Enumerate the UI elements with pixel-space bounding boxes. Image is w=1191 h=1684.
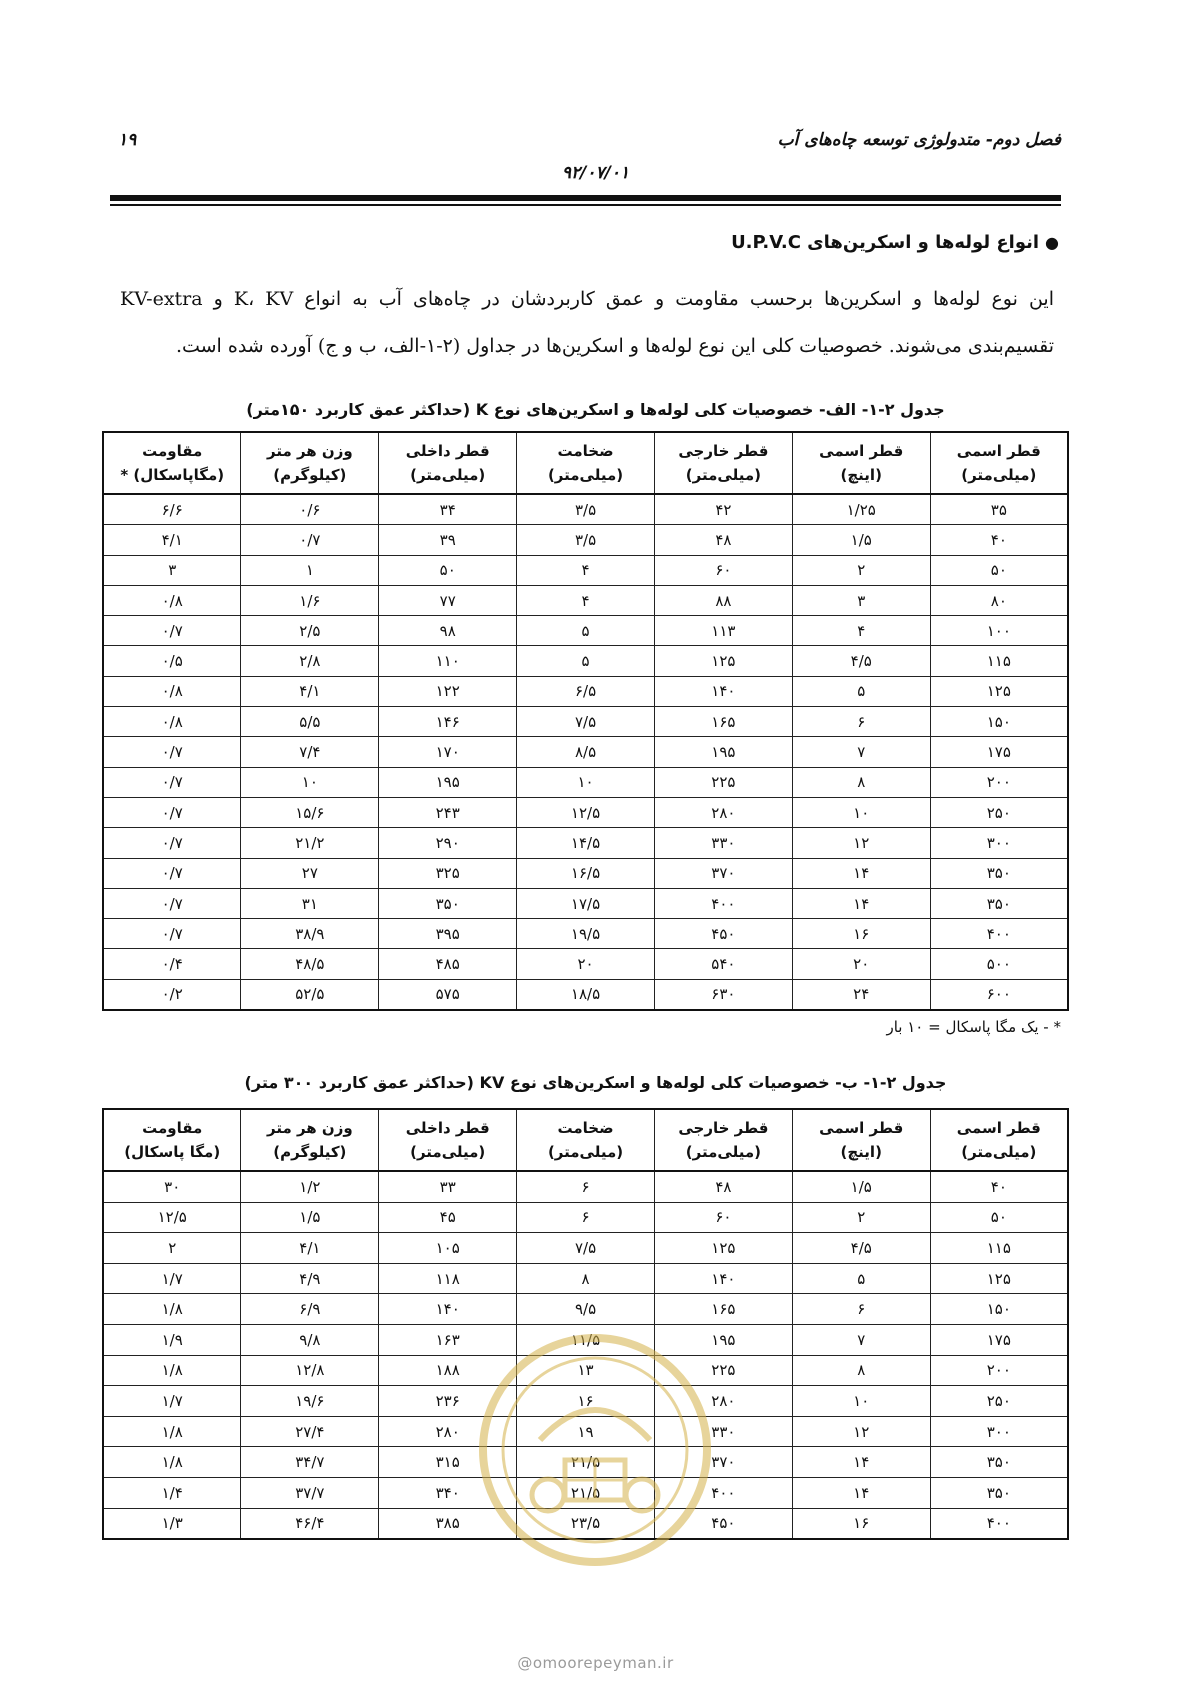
header-date: ۹۲/۰۷/۰۱ [561, 163, 630, 183]
table-cell: ۰/۷ [103, 828, 241, 858]
table-cell: ۱۲۵ [654, 646, 792, 676]
table-cell: ۱۶ [517, 1386, 655, 1417]
table-cell: ۱۵۰ [930, 707, 1068, 737]
table-cell: ۴/۹ [241, 1263, 379, 1294]
table-cell: ۰/۵ [103, 646, 241, 676]
table-cell: ۳۵ [930, 494, 1068, 525]
table2-header-line: قطر اسمی [956, 1119, 1041, 1137]
table-cell: ۱۶ [792, 1508, 930, 1539]
table-cell: ۱۴ [792, 1447, 930, 1478]
table-row [103, 949, 1068, 979]
table-cell: ۱۵۰ [930, 1294, 1068, 1325]
table-cell: ۴ [792, 616, 930, 646]
table-cell: ۲۱/۲ [241, 828, 379, 858]
table-cell: ۴۰۰ [654, 1477, 792, 1508]
table-row [103, 767, 1068, 797]
table-cell: ۵۰ [930, 1202, 1068, 1233]
table-cell: ۴۵۰ [654, 919, 792, 949]
table-cell: ۳۰۰ [930, 828, 1068, 858]
table-cell: ۱۱/۵ [517, 1324, 655, 1355]
table-cell: ۱۰۵ [379, 1233, 517, 1264]
page-number: ۱۹ [118, 130, 137, 150]
table-cell: ۲۳/۵ [517, 1508, 655, 1539]
table-cell: ۱۲/۸ [241, 1355, 379, 1386]
table-cell: ۷ [792, 1324, 930, 1355]
table-cell: ۱ [241, 555, 379, 585]
table-cell: ۴/۱ [241, 1233, 379, 1264]
table-cell: ۶ [792, 1294, 930, 1325]
table-row [103, 888, 1068, 918]
table-cell: ۹۸ [379, 616, 517, 646]
section-title [731, 232, 1059, 253]
table-cell: ۱۹/۶ [241, 1386, 379, 1417]
table-cell: ۱۶/۵ [517, 858, 655, 888]
table-cell: ۲۱/۵ [517, 1477, 655, 1508]
table1-header-line: مقاومت [142, 442, 203, 460]
table1-header-line: ضخامت [557, 442, 614, 460]
table2-header-line: قطر اسمی [819, 1119, 904, 1137]
table-cell: ۳۰۰ [930, 1416, 1068, 1447]
table-cell: ۶/۵ [517, 676, 655, 706]
table-cell: ۱/۷ [103, 1386, 241, 1417]
table-cell: ۵ [792, 1263, 930, 1294]
table-cell: ۷۷ [379, 585, 517, 615]
section-paragraph: این نوع لوله‌ها و اسکرین‌ها برحسب مقاومت و عمق کاربردشان در چاه‌های آب به انواع K، KV و KV-extra تقسیم‌بندی می‌شوند. خصوصیات کلی این نوع لوله‌ها و اسکرین‌ها در جداول (۲-۱-الف، ب و ج) آورده شده است. [120, 288, 1054, 357]
table1-header-cell [379, 432, 517, 494]
table-cell: ۴۸۵ [379, 949, 517, 979]
table-cell: ۰/۷ [103, 919, 241, 949]
table2-header-line: (میلی‌متر) [547, 1143, 624, 1161]
table-cell: ۳۰ [103, 1171, 241, 1202]
table-cell: ۳ [792, 585, 930, 615]
table1-header-row [103, 432, 1068, 494]
table-cell: ۰/۷ [241, 525, 379, 555]
table-cell: ۱/۵ [792, 1171, 930, 1202]
table2-caption: جدول ۲-۱- ب- خصوصیات کلی لوله‌ها و اسکرین‌های نوع KV (حداکثر عمق کاربرد ۳۰۰ متر) [244, 1073, 947, 1092]
table1-header-cell [930, 432, 1068, 494]
table-cell: ۳۷/۷ [241, 1477, 379, 1508]
chapter-title: فصل دوم- متدولوژی توسعه چاه‌های آب [777, 130, 1061, 150]
table-cell: ۹/۵ [517, 1294, 655, 1325]
table-row [103, 585, 1068, 615]
table-row [103, 737, 1068, 767]
table-cell: ۱/۸ [103, 1416, 241, 1447]
table2-header-line: (کیلوگرم) [273, 1143, 347, 1161]
table-cell: ۱۰ [792, 1386, 930, 1417]
seal-logo-icon [470, 1320, 720, 1580]
table-cell: ۱/۸ [103, 1447, 241, 1478]
table-cell: ۰/۷ [103, 797, 241, 827]
table2-header-cell [792, 1109, 930, 1171]
table-row [103, 919, 1068, 949]
table-cell: ۳۳۰ [654, 1416, 792, 1447]
table-cell: ۲۷ [241, 858, 379, 888]
table-cell: ۴/۱ [103, 525, 241, 555]
table-cell: ۴۰۰ [930, 1508, 1068, 1539]
table-cell: ۸ [792, 767, 930, 797]
table-cell: ۴۸ [654, 525, 792, 555]
table-row [103, 676, 1068, 706]
table-cell: ۷/۴ [241, 737, 379, 767]
table-cell: ۲۸۰ [654, 1386, 792, 1417]
table-cell: ۱۴۰ [379, 1294, 517, 1325]
table-cell: ۴۸/۵ [241, 949, 379, 979]
table1-header-line: (میلی‌متر) [961, 466, 1037, 484]
table-cell: ۱۶۳ [379, 1324, 517, 1355]
table-cell: ۱/۵ [792, 525, 930, 555]
table-cell: ۱۱۸ [379, 1263, 517, 1294]
table-cell: ۱/۲۵ [792, 494, 930, 525]
table-cell: ۰/۸ [103, 585, 241, 615]
table-cell: ۷ [792, 737, 930, 767]
table-cell: ۱۷۵ [930, 737, 1068, 767]
table1 [102, 431, 1069, 1011]
table-cell: ۲۲۵ [654, 767, 792, 797]
table-cell: ۰/۸ [103, 707, 241, 737]
table1-header-line: (میلی‌متر) [547, 466, 624, 484]
table-cell: ۳۸/۹ [241, 919, 379, 949]
table-cell: ۱۳ [517, 1355, 655, 1386]
table-cell: ۱۶۵ [654, 1294, 792, 1325]
table-cell: ۶۰ [654, 555, 792, 585]
table2-header-line: (میلی‌متر) [685, 1143, 761, 1161]
table-row [103, 525, 1068, 555]
table-cell: ۱/۸ [103, 1294, 241, 1325]
table-cell: ۳۹ [379, 525, 517, 555]
table1-header-line: (اینچ) [840, 466, 882, 484]
table-cell: ۲۰۰ [930, 1355, 1068, 1386]
table-cell: ۲۹۰ [379, 828, 517, 858]
table-cell: ۰/۷ [103, 737, 241, 767]
table-cell: ۵ [517, 646, 655, 676]
table-cell: ۱۵/۶ [241, 797, 379, 827]
table-cell: ۲ [103, 1233, 241, 1264]
table2-header-line: (میلی‌متر) [961, 1143, 1037, 1161]
table-cell: ۳/۵ [517, 494, 655, 525]
table-cell: ۱/۷ [103, 1263, 241, 1294]
table2-header-line: قطر داخلی [405, 1119, 490, 1137]
table-cell: ۱۹۵ [654, 1324, 792, 1355]
table-cell: ۱۹/۵ [517, 919, 655, 949]
table-cell: ۳۷۰ [654, 1447, 792, 1478]
table-cell: ۴۰۰ [654, 888, 792, 918]
table-row [103, 1233, 1068, 1264]
table-cell: ۲ [792, 555, 930, 585]
table-cell: ۳۴ [379, 494, 517, 525]
table-cell: ۸ [517, 1263, 655, 1294]
table-cell: ۱۹۵ [654, 737, 792, 767]
table2-header-cell [379, 1109, 517, 1171]
table2-header-line: (مگا پاسکال) [124, 1143, 221, 1161]
table-cell: ۳۴/۷ [241, 1447, 379, 1478]
table-row [103, 555, 1068, 585]
table-cell: ۶ [792, 707, 930, 737]
table-row [103, 1202, 1068, 1233]
table-cell: ۲۵۰ [930, 1386, 1068, 1417]
table-cell: ۱۶ [792, 919, 930, 949]
table2-header-cell [654, 1109, 792, 1171]
table-cell: ۴ [517, 555, 655, 585]
table-cell: ۶ [517, 1171, 655, 1202]
table-cell: ۱۱۵ [930, 1233, 1068, 1264]
table-cell: ۱/۴ [103, 1477, 241, 1508]
table-cell: ۵۰ [379, 555, 517, 585]
table-cell: ۳۳۰ [654, 828, 792, 858]
table-cell: ۱۴ [792, 858, 930, 888]
table1-header-cell [241, 432, 379, 494]
table-cell: ۵۰۰ [930, 949, 1068, 979]
table-cell: ۱/۸ [103, 1355, 241, 1386]
table-cell: ۳۵۰ [379, 888, 517, 918]
table-cell: ۲۸۰ [654, 797, 792, 827]
table-cell: ۵۴۰ [654, 949, 792, 979]
table-cell: ۶/۶ [103, 494, 241, 525]
table-cell: ۱۴۰ [654, 676, 792, 706]
table-cell: ۲۴۳ [379, 797, 517, 827]
table-cell: ۸/۵ [517, 737, 655, 767]
table2-header-line: (میلی‌متر) [410, 1143, 486, 1161]
table-cell: ۱۲ [792, 1416, 930, 1447]
table-cell: ۱۰ [792, 797, 930, 827]
table-row [103, 1263, 1068, 1294]
table-cell: ۱/۵ [241, 1202, 379, 1233]
table-cell: ۱۴۶ [379, 707, 517, 737]
table-cell: ۸۸ [654, 585, 792, 615]
table-cell: ۴/۵ [792, 646, 930, 676]
table-cell: ۱۰ [517, 767, 655, 797]
table-cell: ۱۹۵ [379, 767, 517, 797]
table1-body [103, 494, 1068, 1010]
bullet-icon: ● [1045, 233, 1059, 252]
table-cell: ۹/۸ [241, 1324, 379, 1355]
table-cell: ۱۷۵ [930, 1324, 1068, 1355]
table-cell: ۴۵۰ [654, 1508, 792, 1539]
table-cell: ۴۵ [379, 1202, 517, 1233]
table-cell: ۱۴ [792, 1477, 930, 1508]
table-cell: ۱۰ [241, 767, 379, 797]
table-cell: ۰/۷ [103, 616, 241, 646]
table2-header-cell [103, 1109, 241, 1171]
table-cell: ۳۵۰ [930, 888, 1068, 918]
table-row [103, 828, 1068, 858]
table-cell: ۱۰۰ [930, 616, 1068, 646]
table-cell: ۲/۵ [241, 616, 379, 646]
table-row [103, 707, 1068, 737]
table-cell: ۴/۱ [241, 676, 379, 706]
table-cell: ۳۲۵ [379, 858, 517, 888]
table1-header-cell [517, 432, 655, 494]
table-cell: ۷/۵ [517, 707, 655, 737]
table1-header-line: (مگاپاسکال) * [120, 466, 225, 484]
table-cell: ۱۲/۵ [103, 1202, 241, 1233]
table-cell: ۱۷۰ [379, 737, 517, 767]
table-cell: ۳۸۵ [379, 1508, 517, 1539]
header-rule-thin [110, 204, 1061, 206]
table-cell: ۱۲۵ [930, 676, 1068, 706]
table-cell: ۷/۵ [517, 1233, 655, 1264]
table-cell: ۰/۷ [103, 858, 241, 888]
table-cell: ۵۰ [930, 555, 1068, 585]
table-cell: ۲۵۰ [930, 797, 1068, 827]
table-cell: ۴۲ [654, 494, 792, 525]
table-cell: ۴۰ [930, 1171, 1068, 1202]
table-cell: ۰/۴ [103, 949, 241, 979]
table1-header-cell [654, 432, 792, 494]
table-cell: ۲۱/۵ [517, 1447, 655, 1478]
table1-header-cell [792, 432, 930, 494]
table1-header-line: قطر داخلی [405, 442, 490, 460]
table-row [103, 616, 1068, 646]
table2-header-cell [930, 1109, 1068, 1171]
table2-header-line: (اینچ) [840, 1143, 882, 1161]
table1-header-line: (میلی‌متر) [410, 466, 486, 484]
table-cell: ۵ [792, 676, 930, 706]
table-cell: ۱۴/۵ [517, 828, 655, 858]
table-cell: ۳۱ [241, 888, 379, 918]
table-cell: ۱۱۳ [654, 616, 792, 646]
table-row [103, 646, 1068, 676]
table-cell: ۶۳۰ [654, 979, 792, 1010]
header-rule-thick [110, 195, 1061, 201]
table-cell: ۰/۲ [103, 979, 241, 1010]
table-row [103, 858, 1068, 888]
table-cell: ۶۰ [654, 1202, 792, 1233]
table-cell: ۱۱۵ [930, 646, 1068, 676]
table1-header-line: وزن هر متر [267, 442, 353, 460]
table-cell: ۴۰ [930, 525, 1068, 555]
table-cell: ۶۰۰ [930, 979, 1068, 1010]
table1-header-line: قطر خارجی [678, 442, 769, 460]
table-cell: ۳۴۰ [379, 1477, 517, 1508]
table-row [103, 1171, 1068, 1202]
table-cell: ۱/۳ [103, 1508, 241, 1539]
table-cell: ۲ [792, 1202, 930, 1233]
table-cell: ۱/۶ [241, 585, 379, 615]
table-cell: ۲۰ [792, 949, 930, 979]
table-cell: ۸۰ [930, 585, 1068, 615]
table-cell: ۲۷/۴ [241, 1416, 379, 1447]
table-cell: ۱۲ [792, 828, 930, 858]
table-cell: ۲/۸ [241, 646, 379, 676]
table-cell: ۱/۹ [103, 1324, 241, 1355]
table-cell: ۱۹ [517, 1416, 655, 1447]
table-cell: ۰/۸ [103, 676, 241, 706]
table-cell: ۳۹۵ [379, 919, 517, 949]
table-cell: ۱۱۰ [379, 646, 517, 676]
table-cell: ۲۲۵ [654, 1355, 792, 1386]
table-cell: ۰/۷ [103, 767, 241, 797]
table2-header-line: وزن هر متر [267, 1119, 353, 1137]
table2-header-line: ضخامت [557, 1119, 614, 1137]
table-cell: ۴۰۰ [930, 919, 1068, 949]
table-cell: ۶/۹ [241, 1294, 379, 1325]
table-cell: ۳۵۰ [930, 858, 1068, 888]
table1-header-line: قطر اسمی [819, 442, 904, 460]
section-title-text: انواع لوله‌ها و اسکرین‌های U.P.V.C [731, 232, 1040, 253]
table-cell: ۴/۵ [792, 1233, 930, 1264]
table-cell: ۰/۶ [241, 494, 379, 525]
table-cell: ۳۳ [379, 1171, 517, 1202]
table-cell: ۱۲۵ [930, 1263, 1068, 1294]
table-cell: ۶ [517, 1202, 655, 1233]
table-cell: ۱۲۲ [379, 676, 517, 706]
table-cell: ۵۷۵ [379, 979, 517, 1010]
table-cell: ۱۸/۵ [517, 979, 655, 1010]
table2-header-cell [241, 1109, 379, 1171]
table-cell: ۱/۲ [241, 1171, 379, 1202]
table-cell: ۱۷/۵ [517, 888, 655, 918]
table-cell: ۸ [792, 1355, 930, 1386]
table-cell: ۱۸۸ [379, 1355, 517, 1386]
table-row [103, 494, 1068, 525]
table2-header-cell [517, 1109, 655, 1171]
watermark-site: @omoorepeyman.ir [517, 1654, 674, 1672]
table-cell: ۱۴۰ [654, 1263, 792, 1294]
table-cell: ۳۷۰ [654, 858, 792, 888]
table-cell: ۳ [103, 555, 241, 585]
table-cell: ۴۸ [654, 1171, 792, 1202]
table-cell: ۲۴ [792, 979, 930, 1010]
table-cell: ۲۳۶ [379, 1386, 517, 1417]
table-cell: ۲۸۰ [379, 1416, 517, 1447]
table-cell: ۵۲/۵ [241, 979, 379, 1010]
table-cell: ۱۴ [792, 888, 930, 918]
table-cell: ۳/۵ [517, 525, 655, 555]
table-cell: ۱۲۵ [654, 1233, 792, 1264]
table1-header-line: قطر اسمی [956, 442, 1041, 460]
table2-header-line: قطر خارجی [678, 1119, 769, 1137]
table1-caption: جدول ۲-۱- الف- خصوصیات کلی لوله‌ها و اسکرین‌های نوع K (حداکثر عمق کاربرد ۱۵۰متر) [246, 400, 945, 419]
table2-header-line: مقاومت [142, 1119, 203, 1137]
table1-header-cell [103, 432, 241, 494]
table1-header-line: (کیلوگرم) [273, 466, 347, 484]
table-cell: ۰/۷ [103, 888, 241, 918]
table1-header-line: (میلی‌متر) [685, 466, 761, 484]
table-cell: ۱۶۵ [654, 707, 792, 737]
table2-header-row [103, 1109, 1068, 1171]
table-row [103, 979, 1068, 1010]
table-cell: ۴ [517, 585, 655, 615]
table-cell: ۳۱۵ [379, 1447, 517, 1478]
table-cell: ۳۵۰ [930, 1477, 1068, 1508]
table-cell: ۴۶/۴ [241, 1508, 379, 1539]
table-cell: ۵ [517, 616, 655, 646]
table-cell: ۳۵۰ [930, 1447, 1068, 1478]
table1-footnote: * - یک مگا پاسکال = ۱۰ بار [886, 1018, 1061, 1036]
table-cell: ۲۰ [517, 949, 655, 979]
table-row [103, 797, 1068, 827]
table-cell: ۵/۵ [241, 707, 379, 737]
table-cell: ۱۲/۵ [517, 797, 655, 827]
table-cell: ۲۰۰ [930, 767, 1068, 797]
